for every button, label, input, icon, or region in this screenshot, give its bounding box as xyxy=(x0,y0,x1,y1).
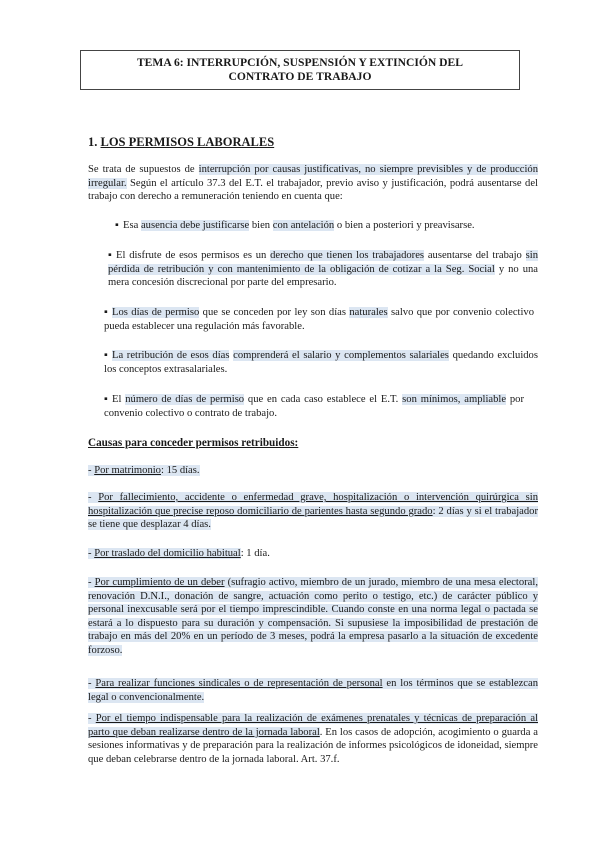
bullet-5-text-2: por convenio colectivo o contrato de trabajo. xyxy=(104,394,524,419)
causa-1-dash: - xyxy=(88,465,95,476)
causa-6-text: . En los casos de adopción, acogimiento o guarda a sesiones informativas y de preparación para la realización de informes psicológicos de idoneidad, siempre que deban celebrarse dentro de la jornada laboral. Art. 37.f. xyxy=(88,726,538,765)
causa-5-text: en los términos que se establezcan legal o convencionalmente. xyxy=(88,678,538,703)
bullet-1-text-2: bien xyxy=(249,220,273,231)
intro-highlight: interrupción por causas justificativas, no siempre previsibles y de producción irregular. xyxy=(88,164,538,189)
intro-text-1: Se trata de supuestos de xyxy=(88,164,199,175)
causa-item-4 xyxy=(88,576,538,658)
causa-6-label: Por el tiempo indispensable para la realización de exámenes prenatales y técnicas de preparación al parto que deban realizarse dentro de la jornada laboral xyxy=(88,713,538,738)
causa-1-text: : 15 días. xyxy=(160,465,200,476)
bullet-5 xyxy=(104,393,524,420)
section-number: 1. xyxy=(88,135,98,149)
bullet-2-highlight-1: derecho que tienen los trabajadores xyxy=(270,250,425,261)
intro-text-2: Según el artículo 37.3 del E.T. el trabajador, previo aviso y justificación, podrá ausentarse del trabajo con derecho a remuneración teniendo en cuenta que: xyxy=(88,177,538,203)
causa-4-label: Por cumplimiento de un deber xyxy=(94,577,225,588)
bullet-4-highlight-1: comprenderá el salario y complementos salariales xyxy=(233,350,449,361)
bullet-4-highlight-0: La retribución de esos días xyxy=(112,350,230,361)
bullet-3-highlight-0: Los días de permiso xyxy=(112,307,200,318)
causa-item-1 xyxy=(88,464,538,478)
bullet-1-highlight-2: con antelación xyxy=(272,220,335,231)
bullet-mark: ▪ xyxy=(104,350,108,361)
causa-item-5 xyxy=(88,677,538,704)
bullet-1 xyxy=(115,219,535,233)
bullet-4 xyxy=(104,349,538,376)
title-line-1: TEMA 6: INTERRUPCIÓN, SUSPENSIÓN Y EXTINCIÓN DEL xyxy=(136,56,464,69)
bullet-2 xyxy=(108,249,538,290)
bullet-1-text-1: Esa xyxy=(123,220,141,231)
causa-4-text: (sufragio activo, miembro de un jurado, miembro de una mesa electoral, renovación D.N.I., donación de sangre, actuación como perito o testigo, etc.) de carácter público y personal inexcusable será por el tiempo imprescindible. Cuando conste en una norma legal o pactada se estará a lo dispuesto para su duración y compensación. Si supusiese la imposibilidad de prestación de trabajo en más del 20% en un período de 3 meses, podrá la empresa pasarlo a la situación de excedente forzoso. xyxy=(88,577,538,656)
causa-6-dash: - xyxy=(88,713,96,724)
bullet-2-text-1: El disfrute de esos permisos es un xyxy=(116,250,271,261)
bullet-5-text-0: El xyxy=(112,394,126,405)
causas-heading: Causas para conceder permisos retribuidos: xyxy=(88,437,299,449)
bullet-5-highlight-1: son mínimos, ampliable xyxy=(402,394,507,405)
bullet-1-highlight-1: ausencia debe justificarse xyxy=(140,220,250,231)
causa-5-dash: - xyxy=(88,678,96,689)
bullet-3-text-1: que se conceden por ley son días xyxy=(199,307,350,318)
causa-3-text: : 1 día. xyxy=(240,548,270,559)
causa-1-label: Por matrimonio xyxy=(94,465,161,476)
section-title: LOS PERMISOS LABORALES xyxy=(100,135,275,149)
bullet-mark: ▪ xyxy=(104,394,108,405)
causa-item-3 xyxy=(88,547,538,561)
causa-2-text: : 2 días y si el trabajador se tiene que desplazar 4 días. xyxy=(88,505,538,531)
bullet-mark: ▪ xyxy=(104,307,108,318)
bullet-1-text-3: o bien a posteriori y preavisarse. xyxy=(334,220,475,231)
bullet-mark: ▪ xyxy=(108,250,112,261)
causa-3-dash: - xyxy=(88,548,95,559)
bullet-4-text-2: quedando excluidos los conceptos extrasalariales. xyxy=(104,350,538,375)
causa-2-dash: - xyxy=(88,492,99,503)
bullet-3-highlight-1: naturales xyxy=(349,307,388,318)
causa-3-label: Por traslado del domicilio habitual xyxy=(94,548,241,559)
section-heading xyxy=(88,135,274,150)
bullet-5-text-1: que en cada caso establece el E.T. xyxy=(244,394,403,405)
intro-paragraph xyxy=(88,163,538,204)
bullet-3-text-2: salvo que por convenio colectivo pueda establecer una regulación más favorable. xyxy=(104,307,534,332)
bullet-3 xyxy=(104,306,534,333)
bullet-2-text-2: ausentarse del trabajo xyxy=(424,250,526,261)
causa-5-label: Para realizar funciones sindicales o de representación de personal xyxy=(95,678,383,689)
causa-4-dash: - xyxy=(88,577,95,588)
bullet-2-text-3: y no una mera concesión discrecional por parte del empresario. xyxy=(108,263,538,289)
causa-item-6 xyxy=(88,712,538,766)
bullet-5-highlight-0: número de días de permiso xyxy=(125,394,245,405)
bullet-mark: ▪ xyxy=(115,220,119,231)
bullet-2-highlight-2: sin pérdida de retribución y con mantenimiento de la obligación de cotizar a la Seg. Social xyxy=(108,250,538,275)
title-line-2: CONTRATO DE TRABAJO xyxy=(228,69,372,83)
causa-item-2 xyxy=(88,491,538,532)
title-box xyxy=(80,50,520,90)
causa-2-label: Por fallecimiento, accidente o enfermedad grave, hospitalización o intervención quirúrgica sin hospitalización que precise reposo domiciliario de parientes hasta segundo grado xyxy=(88,492,538,517)
